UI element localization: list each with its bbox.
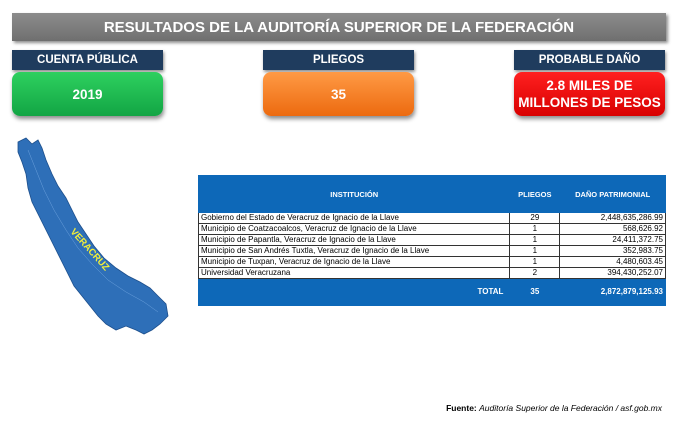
cuenta-publica-value: 2019: [12, 72, 163, 116]
cell-institucion: Universidad Veracruzana: [199, 268, 510, 279]
probable-dano-label: PROBABLE DAÑO: [514, 50, 665, 70]
veracruz-map: [8, 130, 178, 340]
probable-dano-value: 2.8 MILES DE MILLONES DE PESOS: [514, 72, 665, 116]
cell-dano: 352,983.75: [560, 246, 666, 257]
cell-pliegos: 2: [510, 268, 560, 279]
total-dano: 2,872,879,125.93: [560, 279, 666, 306]
cell-pliegos: 1: [510, 224, 560, 235]
cell-pliegos: 1: [510, 246, 560, 257]
cell-pliegos: 1: [510, 257, 560, 268]
total-pliegos: 35: [510, 279, 560, 306]
page-title: RESULTADOS DE LA AUDITORÍA SUPERIOR DE LA FEDERACIÓN: [103, 18, 575, 36]
table-row: [199, 257, 666, 268]
table-total-row: [199, 279, 666, 306]
cell-institucion: Municipio de Tuxpan, Veracruz de Ignacio de la Llave: [199, 257, 510, 268]
source-label: Fuente:: [446, 403, 477, 413]
results-table-container: [198, 175, 666, 316]
col-header-dano: DAÑO PATRIMONIAL: [560, 176, 666, 213]
cell-dano: 4,480,603.45: [560, 257, 666, 268]
page-title-banner: [12, 13, 666, 41]
pliegos-label: PLIEGOS: [263, 50, 414, 70]
cell-institucion: Municipio de Papantla, Veracruz de Ignacio de la Llave: [199, 235, 510, 246]
cell-institucion: Municipio de Coatzacoalcos, Veracruz de Ignacio de la Llave: [199, 224, 510, 235]
cell-dano: 24,411,372.75: [560, 235, 666, 246]
source-text: Auditoría Superior de la Federación / asf.gob.mx: [479, 403, 662, 413]
table-row: [199, 224, 666, 235]
col-header-institucion: INSTITUCIÓN: [199, 176, 510, 213]
table-header-row: [199, 176, 666, 213]
col-header-pliegos: PLIEGOS: [510, 176, 560, 213]
cell-dano: 394,430,252.07: [560, 268, 666, 279]
pliegos-value: 35: [263, 72, 414, 116]
cell-pliegos: 29: [510, 213, 560, 224]
veracruz-state-shape: [18, 138, 168, 334]
cell-dano: 568,626.92: [560, 224, 666, 235]
source-note: [446, 403, 662, 413]
table-row: [199, 235, 666, 246]
table-row: [199, 213, 666, 224]
cuenta-publica-label: CUENTA PÚBLICA: [12, 50, 163, 70]
cell-institucion: Municipio de San Andrés Tuxtla, Veracruz de Ignacio de la Llave: [199, 246, 510, 257]
cell-pliegos: 1: [510, 235, 560, 246]
map-label: VERACRUZ: [67, 226, 112, 274]
total-label: TOTAL: [199, 279, 510, 306]
table-row: [199, 246, 666, 257]
table-row: [199, 268, 666, 279]
results-table: [198, 175, 666, 306]
cell-dano: 2,448,635,286.99: [560, 213, 666, 224]
cell-institucion: Gobierno del Estado de Veracruz de Ignacio de la Llave: [199, 213, 510, 224]
